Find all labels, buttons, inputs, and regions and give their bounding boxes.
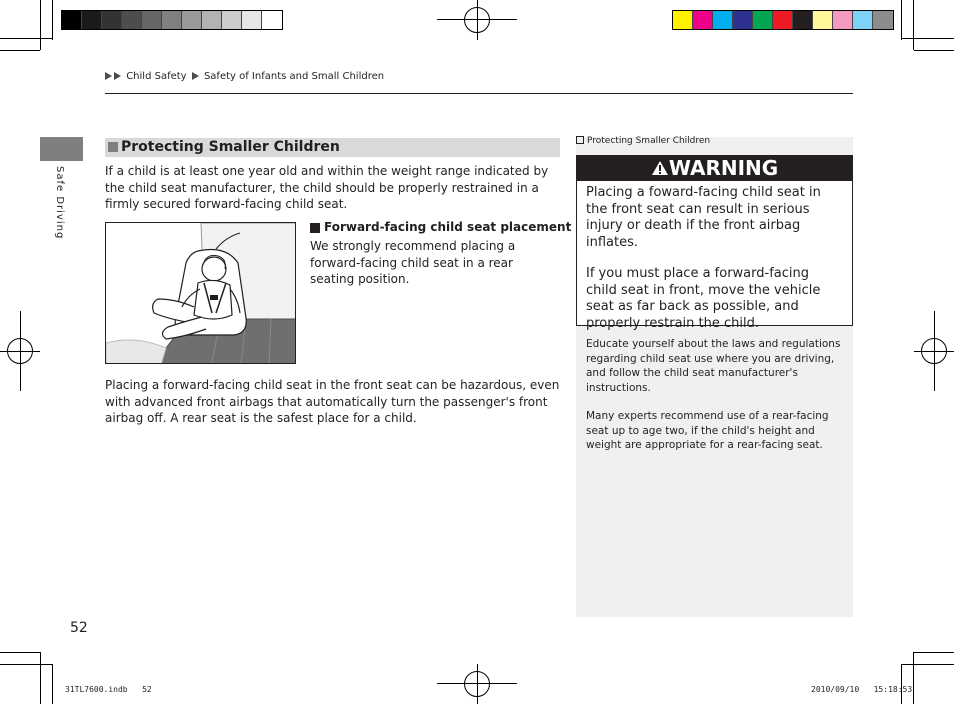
breadcrumb-arrow-icon xyxy=(105,72,112,80)
header-rule xyxy=(105,93,853,94)
side-reference-title[interactable]: Protecting Smaller Children xyxy=(587,136,711,146)
subsection-heading xyxy=(310,220,571,234)
gray-swatch-2 xyxy=(82,11,102,29)
section-title: Protecting Smaller Children xyxy=(121,139,340,155)
section-closing: Placing a forward-facing child seat in the front seat can be hazardous, even with advanced front airbags that automatically turn the passenger's front airbag off. A rear seat is the safest place for a child. xyxy=(105,378,560,425)
footer-file-info: 31TL7600.indb 52 xyxy=(65,685,152,694)
color-swatch-9 xyxy=(833,11,853,29)
gray-swatch-6 xyxy=(162,11,182,29)
breadcrumb-arrow-icon xyxy=(114,72,121,80)
side-reference xyxy=(576,136,710,146)
grayscale-color-bar xyxy=(61,10,283,30)
breadcrumb-item-child-safety[interactable]: Child Safety xyxy=(126,71,187,82)
color-swatch-6 xyxy=(773,11,793,29)
gray-swatch-1 xyxy=(62,11,82,29)
breadcrumb-arrow-icon xyxy=(192,72,199,80)
warning-title: WARNING xyxy=(668,156,779,180)
process-color-bar xyxy=(672,10,894,30)
breadcrumb-item-infants[interactable]: Safety of Infants and Small Children xyxy=(203,71,385,82)
color-swatch-2 xyxy=(693,11,713,29)
section-heading xyxy=(105,138,560,157)
side-note-1: Educate yourself about the laws and regulations regarding child seat use where you are driving, and follow the child seat manufacturer's instructions. xyxy=(586,338,841,394)
reference-link-icon xyxy=(576,136,584,144)
color-swatch-11 xyxy=(873,11,893,29)
side-note-2: Many experts recommend use of a rear-facing seat up to age two, if the child's height and weight are appropriate for a rear-facing seat. xyxy=(586,410,829,451)
gray-swatch-3 xyxy=(102,11,122,29)
color-swatch-4 xyxy=(733,11,753,29)
subsection-bullet-icon xyxy=(310,223,320,233)
warning-triangle-icon xyxy=(651,160,669,176)
gray-swatch-4 xyxy=(122,11,142,29)
warning-paragraph-2: If you must place a forward-facing child seat in front, move the vehicle seat as far back as possible, and properly restrain the child. xyxy=(586,266,821,331)
color-swatch-8 xyxy=(813,11,833,29)
warning-paragraph-1: Placing a foward-facing child seat in the front seat can result in serious injury or death if the front airbag inflates. xyxy=(586,185,821,250)
color-swatch-3 xyxy=(713,11,733,29)
subsection-title: Forward-facing child seat placement xyxy=(324,220,572,234)
gray-swatch-9 xyxy=(222,11,242,29)
gray-swatch-7 xyxy=(182,11,202,29)
color-swatch-1 xyxy=(673,11,693,29)
side-notes xyxy=(586,337,844,467)
section-bullet-icon xyxy=(108,142,118,152)
gray-swatch-5 xyxy=(142,11,162,29)
chapter-label: Safe Driving xyxy=(54,166,65,240)
color-swatch-7 xyxy=(793,11,813,29)
warning-header xyxy=(577,156,852,181)
subsection-text: We strongly recommend placing a forward-facing child seat in a rear seating position. xyxy=(310,239,516,286)
warning-body xyxy=(577,181,852,332)
gray-swatch-8 xyxy=(202,11,222,29)
color-swatch-10 xyxy=(853,11,873,29)
page-number: 52 xyxy=(70,620,88,636)
gray-swatch-11 xyxy=(262,11,282,29)
chapter-tab xyxy=(40,137,83,161)
warning-box xyxy=(576,155,853,331)
section-intro: If a child is at least one year old and within the weight range indicated by the child seat manufacturer, the child should be properly restrained in a firmly secured forward-facing child seat. xyxy=(105,164,549,211)
footer-timestamp: 2010/09/10 15:18:53 xyxy=(811,685,913,694)
breadcrumb xyxy=(105,71,384,82)
child-seat-illustration xyxy=(105,222,296,364)
gray-swatch-10 xyxy=(242,11,262,29)
color-swatch-5 xyxy=(753,11,773,29)
